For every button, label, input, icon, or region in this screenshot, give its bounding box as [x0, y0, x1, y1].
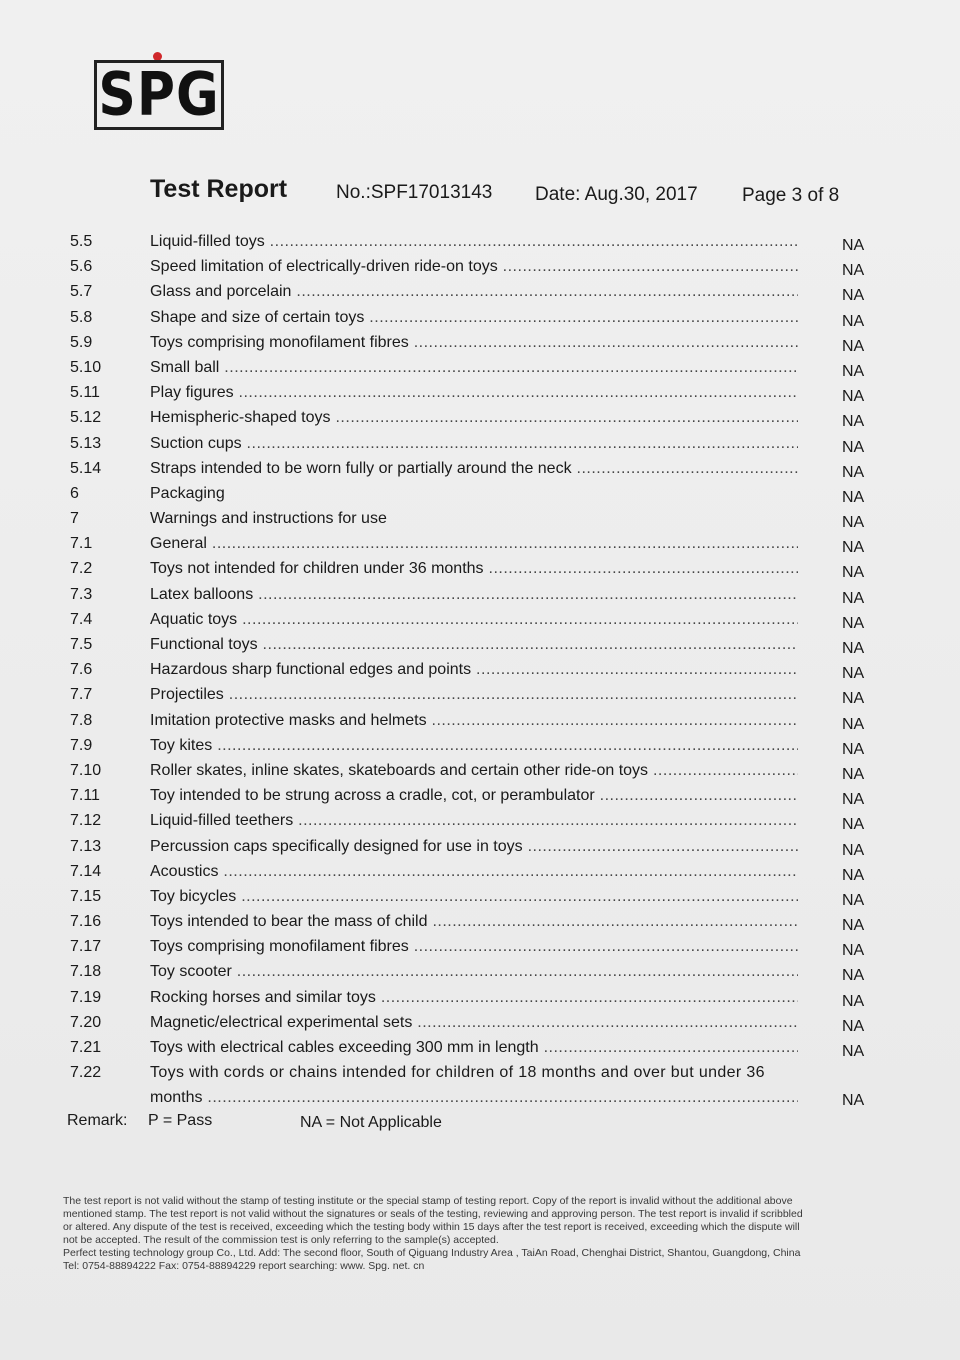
clause-result: NA — [842, 690, 865, 708]
clause-row — [0, 556, 960, 581]
clause-number: 7.6 — [70, 661, 93, 679]
clause-row — [0, 859, 960, 884]
clause-number: 7.10 — [70, 761, 102, 779]
clause-result: NA — [842, 413, 865, 431]
clause-number: 7.1 — [70, 535, 93, 553]
remark-pass: P = Pass — [148, 1112, 213, 1129]
clause-row — [0, 380, 960, 405]
clause-row — [0, 909, 960, 934]
clause-number: 7.7 — [70, 686, 93, 704]
clause-result: NA — [842, 665, 865, 683]
clause-result: NA — [842, 614, 865, 632]
clause-row — [0, 657, 960, 682]
clause-result: NA — [842, 312, 865, 330]
clause-row — [0, 708, 960, 733]
clause-label — [150, 1060, 798, 1110]
clause-row — [0, 607, 960, 632]
clause-result: NA — [842, 1092, 865, 1110]
footer-line: or altered. Any dispute of the test is received, exceeding which the testing body within 15 days after the test report is received, exceeding which the dispute will — [63, 1221, 800, 1233]
report-number: No.:SPF17013143 — [336, 182, 493, 203]
clause-label: Warnings and instructions for use — [150, 510, 387, 528]
footer-line: The test report is not valid without the stamp of testing institute or the special stamp of testing report. Copy of the report is invalid without the additional above — [63, 1195, 793, 1207]
clause-number: 7.21 — [70, 1039, 102, 1056]
clause-result: NA — [842, 816, 865, 834]
report-date: Date: Aug.30, 2017 — [535, 184, 698, 205]
clause-row — [0, 431, 960, 456]
clause-result: NA — [842, 438, 865, 456]
clause-row — [0, 229, 960, 254]
clause-row — [0, 481, 960, 506]
clause-number: 5.5 — [70, 233, 93, 250]
clause-label: Aquatic toys ..... — [150, 607, 798, 632]
clause-number: 7.18 — [70, 963, 102, 981]
clause-row — [0, 959, 960, 984]
clause-result: NA — [842, 237, 865, 254]
clause-row — [0, 682, 960, 707]
clause-label: Functional toys ..... — [150, 632, 798, 657]
clause-result: NA — [842, 740, 865, 758]
clause-row — [0, 808, 960, 833]
clause-label: Toys comprising monofilament fibres ..... — [150, 934, 798, 959]
clause-number: 7 — [70, 510, 79, 528]
clause-number: 5.11 — [70, 384, 100, 402]
clause-label: Magnetic/electrical experimental sets ..... — [150, 1010, 798, 1035]
clause-number: 7.20 — [70, 1013, 102, 1031]
clause-row — [0, 355, 960, 380]
clause-label: Roller skates, inline skates, skateboards and certain other ride-on toys ..... — [150, 758, 798, 783]
clause-label: Toys not intended for children under 36 months ..... — [150, 556, 798, 581]
report-header — [0, 175, 960, 215]
clause-number: 7.19 — [70, 988, 102, 1006]
clause-label: Small ball ..... — [150, 355, 798, 380]
clause-row — [0, 758, 960, 783]
clause-label: Projectiles ..... — [150, 682, 798, 707]
footer-line: not be accepted. The result of the commission test is only referring to the sample(s) accepted. — [63, 1234, 499, 1246]
clause-label: Straps intended to be worn fully or partially around the neck ..... — [150, 456, 798, 481]
clause-result: NA — [842, 463, 865, 481]
footer-disclaimer — [63, 1195, 908, 1273]
clause-number: 5.10 — [70, 358, 102, 376]
clause-label: Latex balloons ..... — [150, 582, 798, 607]
clause-number: 7.9 — [70, 736, 93, 754]
clause-result: NA — [842, 791, 865, 809]
clause-label: Toy intended to be strung across a cradle, cot, or perambulator ..... — [150, 783, 798, 808]
clause-label: Percussion caps specifically designed for use in toys ..... — [150, 834, 798, 859]
clause-label: General ..... — [150, 531, 798, 556]
clause-label-line2: months ..... — [150, 1085, 798, 1110]
clause-result: NA — [842, 992, 865, 1010]
clause-number: 7.11 — [70, 787, 100, 805]
clause-row — [0, 1010, 960, 1035]
clause-label: Packaging — [150, 484, 225, 502]
footer-line: mentioned stamp. The test report is not valid without the signatures or seals of the testing, reviewing and approving person. The test report is invalid if scribbled — [63, 1208, 803, 1220]
clause-row — [0, 934, 960, 959]
clause-label: Hemispheric-shaped toys ..... — [150, 405, 798, 430]
logo-text: SPG — [98, 60, 220, 130]
clause-result: NA — [842, 589, 865, 607]
clause-row — [0, 506, 960, 531]
clause-result: NA — [842, 262, 865, 280]
clause-number: 7.5 — [70, 636, 93, 653]
clause-number: 7.16 — [70, 913, 102, 931]
clause-result: NA — [842, 640, 865, 657]
clause-label: Suction cups ..... — [150, 431, 798, 456]
clause-label: Acoustics ..... — [150, 859, 798, 884]
clause-label: Rocking horses and similar toys ..... — [150, 985, 798, 1010]
clause-label: Shape and size of certain toys ..... — [150, 305, 798, 330]
clause-list — [0, 229, 960, 1110]
clause-result: NA — [842, 287, 865, 305]
clause-label: Toys comprising monofilament fibres ..... — [150, 330, 798, 355]
clause-label: Speed limitation of electrically-driven ride-on toys ..... — [150, 254, 798, 279]
clause-row — [0, 985, 960, 1010]
clause-result: NA — [842, 967, 865, 985]
clause-row — [0, 279, 960, 304]
clause-label: Toy scooter ..... — [150, 959, 798, 984]
clause-number: 5.14 — [70, 459, 102, 477]
clause-result: NA — [842, 564, 865, 582]
clause-number: 7.2 — [70, 560, 93, 578]
clause-number: 7.3 — [70, 585, 93, 603]
clause-row — [0, 1035, 960, 1060]
clause-row — [0, 1060, 960, 1110]
logo-box — [94, 60, 224, 130]
clause-number: 5.12 — [70, 409, 102, 427]
clause-result: NA — [842, 388, 865, 406]
remark-na: NA = Not Applicable — [300, 1114, 442, 1131]
clause-row — [0, 582, 960, 607]
clause-label: Toys with electrical cables exceeding 300 mm in length ..... — [150, 1035, 798, 1060]
clause-row — [0, 783, 960, 808]
clause-result: NA — [842, 917, 865, 935]
clause-label: Toy kites ..... — [150, 733, 798, 758]
clause-label: Liquid-filled toys ..... — [150, 229, 798, 254]
clause-result: NA — [842, 539, 865, 557]
clause-number: 7.17 — [70, 938, 102, 956]
clause-row — [0, 330, 960, 355]
clause-number: 7.15 — [70, 887, 102, 905]
clause-row — [0, 456, 960, 481]
clause-number: 7.14 — [70, 862, 102, 880]
clause-label: Glass and porcelain ..... — [150, 279, 798, 304]
clause-result: NA — [842, 362, 865, 380]
clause-number: 7.4 — [70, 610, 93, 628]
remark-label: Remark: — [67, 1112, 128, 1129]
clause-label: Hazardous sharp functional edges and points ..... — [150, 657, 798, 682]
clause-result: NA — [842, 891, 865, 909]
clause-result: NA — [842, 514, 865, 532]
page-indicator: Page 3 of 8 — [742, 185, 840, 206]
clause-row — [0, 405, 960, 430]
clause-result: NA — [842, 715, 865, 733]
clause-number: 7.12 — [70, 812, 102, 830]
spg-logo — [94, 52, 230, 134]
report-title: Test Report — [150, 175, 288, 203]
clause-row — [0, 531, 960, 556]
clause-number: 7.13 — [70, 837, 102, 855]
clause-result: NA — [842, 942, 865, 960]
clause-label: Imitation protective masks and helmets ..... — [150, 708, 798, 733]
clause-result: NA — [842, 488, 865, 506]
clause-row — [0, 254, 960, 279]
clause-number: 5.6 — [70, 258, 93, 276]
clause-result: NA — [842, 765, 865, 783]
clause-number: 5.9 — [70, 333, 93, 351]
clause-result: NA — [842, 1043, 865, 1060]
clause-result: NA — [842, 337, 865, 355]
clause-row — [0, 733, 960, 758]
clause-label: Toy bicycles ..... — [150, 884, 798, 909]
clause-row — [0, 834, 960, 859]
clause-number: 5.7 — [70, 283, 93, 301]
clause-label: Play figures ..... — [150, 380, 798, 405]
clause-number: 6 — [70, 484, 79, 502]
clause-row — [0, 305, 960, 330]
clause-label-line1: Toys with cords or chains intended for children of 18 months and over but under 36 — [150, 1064, 765, 1082]
clause-row — [0, 884, 960, 909]
clause-result: NA — [842, 1017, 865, 1035]
clause-number: 5.13 — [70, 434, 102, 452]
clause-row — [0, 632, 960, 657]
clause-label: Toys intended to bear the mass of child ..... — [150, 909, 798, 934]
clause-number: 5.8 — [70, 308, 93, 326]
clause-result: NA — [842, 841, 865, 859]
clause-result: NA — [842, 866, 865, 884]
clause-number: 7.22 — [70, 1064, 102, 1082]
clause-label: Liquid-filled teethers ..... — [150, 808, 798, 833]
clause-number: 7.8 — [70, 711, 93, 729]
footer-line: Tel: 0754-88894222 Fax: 0754-88894229 report searching: www. Spg. net. cn — [63, 1260, 425, 1272]
footer-line: Perfect testing technology group Co., Ltd. Add: The second floor, South of Qiguang Industry Area , TaiAn Road, Chenghai District, Shantou, Guangdong, China — [63, 1247, 801, 1259]
